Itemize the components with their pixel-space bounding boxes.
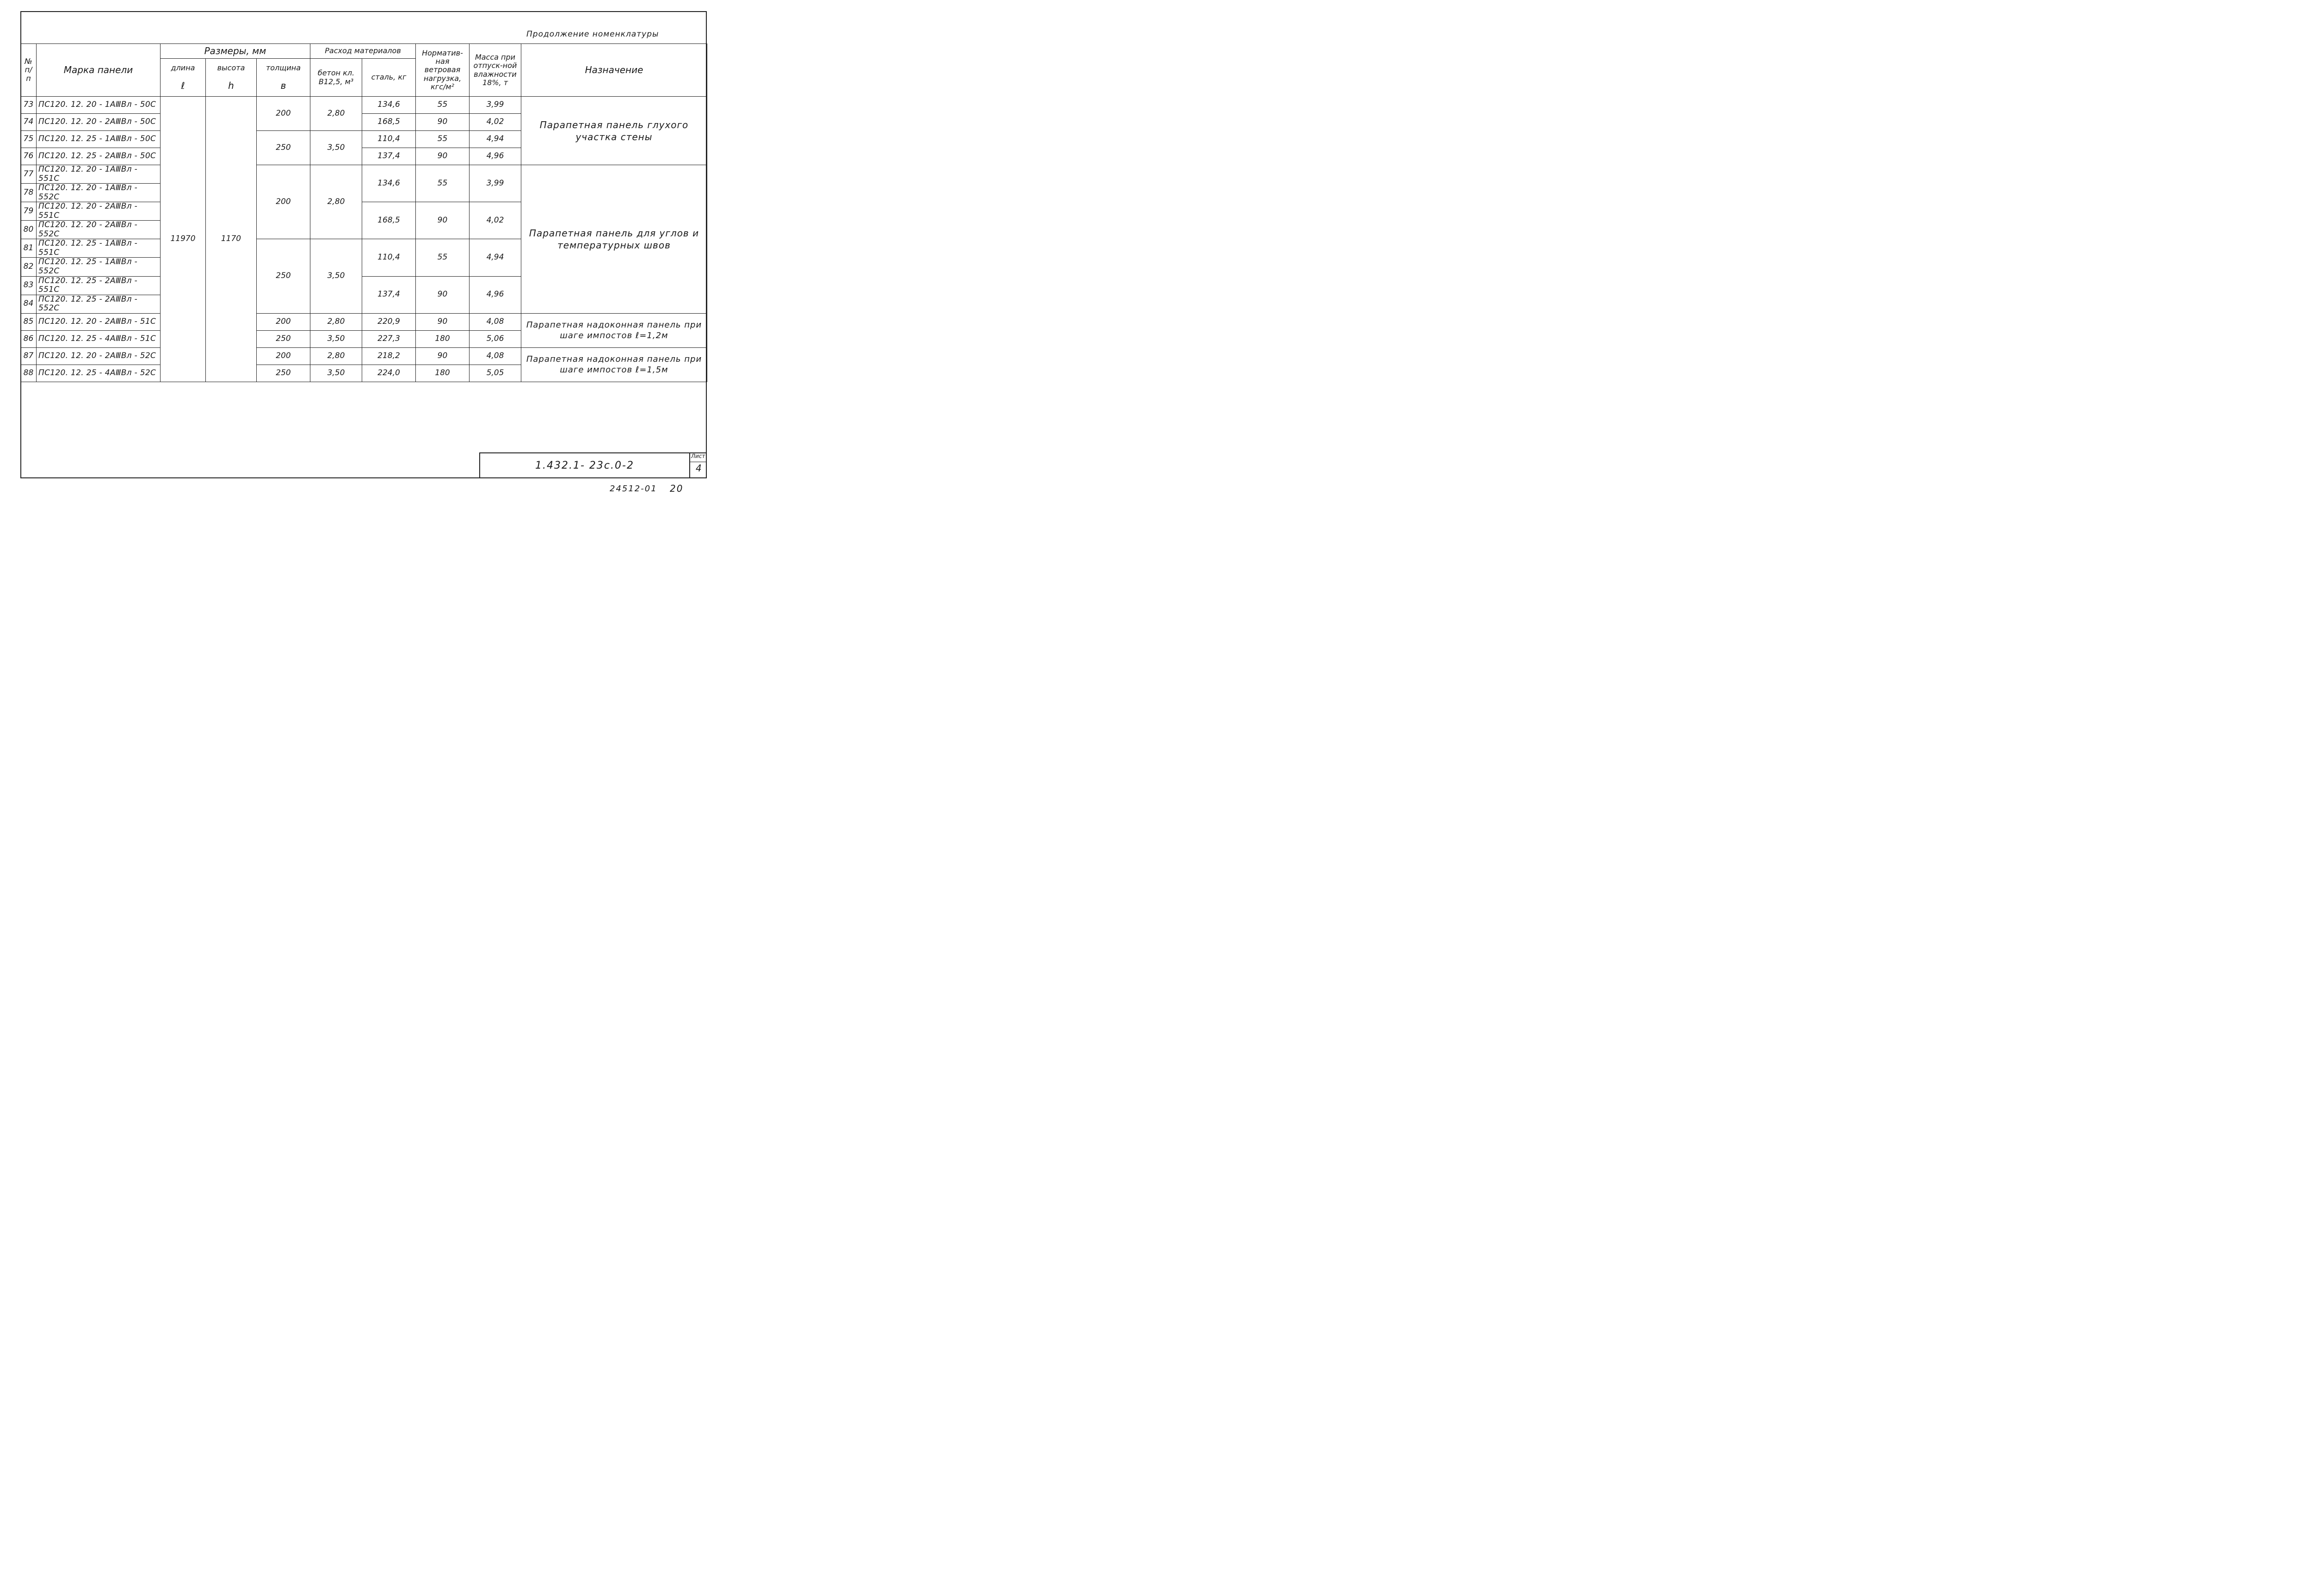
- steel-value: 168,5: [362, 202, 416, 239]
- thickness-value: 200: [257, 347, 310, 365]
- row-number: 79: [21, 202, 37, 221]
- steel-value: 137,4: [362, 148, 416, 165]
- panel-mark: ПС120. 12. 25 - 1АⅢВл - 50С: [37, 131, 161, 148]
- concrete-value: 3,50: [310, 330, 362, 347]
- steel-value: 168,5: [362, 114, 416, 131]
- wind-value: 55: [416, 165, 470, 202]
- steel-value: 224,0: [362, 365, 416, 382]
- row-number: 76: [21, 148, 37, 165]
- steel-value: 110,4: [362, 131, 416, 148]
- panel-mark: ПС120. 12. 25 - 4АⅢВл - 52С: [37, 365, 161, 382]
- row-number: 78: [21, 184, 37, 202]
- concrete-value: 2,80: [310, 165, 362, 239]
- purpose-text: Парапетная надоконная панель при шаге импостов ℓ=1,2м: [521, 313, 707, 347]
- archive-number: 24512-01: [610, 484, 657, 494]
- sheet-number: 4: [696, 463, 702, 474]
- header-height: высота h: [206, 59, 257, 97]
- panel-mark: ПС120. 12. 20 - 2АⅢВл - 552С: [37, 221, 161, 239]
- mass-value: 4,08: [470, 313, 521, 330]
- mass-value: 5,06: [470, 330, 521, 347]
- row-number: 80: [21, 221, 37, 239]
- panel-mark: ПС120. 12. 20 - 1АⅢВл - 50С: [37, 97, 161, 114]
- thickness-value: 200: [257, 165, 310, 239]
- length-value: 11970: [161, 97, 206, 382]
- row-number: 73: [21, 97, 37, 114]
- mass-value: 3,99: [470, 97, 521, 114]
- wind-value: 90: [416, 276, 470, 313]
- concrete-value: 2,80: [310, 313, 362, 330]
- wind-value: 55: [416, 97, 470, 114]
- wind-value: 90: [416, 313, 470, 330]
- wind-value: 90: [416, 114, 470, 131]
- wind-value: 180: [416, 330, 470, 347]
- thickness-value: 250: [257, 365, 310, 382]
- thickness-value: 250: [257, 131, 310, 165]
- purpose-text: Парапетная панель глухого участка стены: [521, 97, 707, 165]
- purpose-text: Парапетная панель для углов и температурных швов: [521, 165, 707, 314]
- row-number: 83: [21, 276, 37, 295]
- header-num: № п/п: [21, 44, 37, 97]
- steel-value: 134,6: [362, 165, 416, 202]
- row-number: 81: [21, 239, 37, 258]
- concrete-value: 2,80: [310, 97, 362, 131]
- sheet-label: Лист: [691, 453, 705, 459]
- thickness-value: 250: [257, 239, 310, 313]
- panel-mark: ПС120. 12. 25 - 4АⅢВл - 51С: [37, 330, 161, 347]
- header-mark: Марка панели: [37, 44, 161, 97]
- title-block: [479, 452, 707, 478]
- row-number: 82: [21, 258, 37, 276]
- thickness-value: 200: [257, 313, 310, 330]
- mass-value: 4,96: [470, 148, 521, 165]
- header-concrete: бетон кл. В12,5, м³: [310, 59, 362, 97]
- row-number: 84: [21, 295, 37, 313]
- height-value: 1170: [206, 97, 257, 382]
- header-wind-load: Норматив-ная ветровая нагрузка, кгс/м²: [416, 44, 470, 97]
- concrete-value: 2,80: [310, 347, 362, 365]
- mass-value: 4,96: [470, 276, 521, 313]
- mass-value: 3,99: [470, 165, 521, 202]
- continuation-note: Продолжение номенклатуры: [526, 30, 659, 39]
- panel-mark: ПС120. 12. 20 - 1АⅢВл - 551С: [37, 165, 161, 184]
- row-number: 86: [21, 330, 37, 347]
- steel-value: 134,6: [362, 97, 416, 114]
- thickness-value: 250: [257, 330, 310, 347]
- header-steel: сталь, кг: [362, 59, 416, 97]
- row-number: 74: [21, 114, 37, 131]
- panel-mark: ПС120. 12. 20 - 2АⅢВл - 52С: [37, 347, 161, 365]
- panel-mark: ПС120. 12. 20 - 2АⅢВл - 50С: [37, 114, 161, 131]
- row-number: 75: [21, 131, 37, 148]
- mass-value: 5,05: [470, 365, 521, 382]
- row-number: 77: [21, 165, 37, 184]
- steel-value: 110,4: [362, 239, 416, 276]
- panel-mark: ПС120. 12. 20 - 2АⅢВл - 51С: [37, 313, 161, 330]
- concrete-value: 3,50: [310, 365, 362, 382]
- thickness-value: 200: [257, 97, 310, 131]
- wind-value: 180: [416, 365, 470, 382]
- header-purpose: Назначение: [521, 44, 707, 97]
- row-number: 85: [21, 313, 37, 330]
- steel-value: 227,3: [362, 330, 416, 347]
- sheet-box: [689, 452, 707, 478]
- wind-value: 90: [416, 347, 470, 365]
- mass-value: 4,08: [470, 347, 521, 365]
- nomenclature-table: [20, 43, 707, 382]
- panel-mark: ПС120. 12. 25 - 1АⅢВл - 551С: [37, 239, 161, 258]
- mass-value: 4,94: [470, 239, 521, 276]
- wind-value: 90: [416, 202, 470, 239]
- row-number: 88: [21, 365, 37, 382]
- steel-value: 137,4: [362, 276, 416, 313]
- concrete-value: 3,50: [310, 239, 362, 313]
- header-sizes: Размеры, мм: [161, 44, 310, 59]
- header-materials: Расход материалов: [310, 44, 416, 59]
- panel-mark: ПС120. 12. 25 - 2АⅢВл - 551С: [37, 276, 161, 295]
- mass-value: 4,94: [470, 131, 521, 148]
- steel-value: 220,9: [362, 313, 416, 330]
- steel-value: 218,2: [362, 347, 416, 365]
- concrete-value: 3,50: [310, 131, 362, 165]
- panel-mark: ПС120. 12. 20 - 1АⅢВл - 552С: [37, 184, 161, 202]
- panel-mark: ПС120. 12. 25 - 2АⅢВл - 552С: [37, 295, 161, 313]
- mass-value: 4,02: [470, 114, 521, 131]
- wind-value: 55: [416, 131, 470, 148]
- header-thickness: толщина в: [257, 59, 310, 97]
- mass-value: 4,02: [470, 202, 521, 239]
- header-length: длина ℓ: [161, 59, 206, 97]
- document-code: 1.432.1- 23с.0-2: [535, 460, 634, 471]
- panel-mark: ПС120. 12. 25 - 2АⅢВл - 50С: [37, 148, 161, 165]
- archive-extra: 20: [670, 483, 684, 494]
- panel-mark: ПС120. 12. 25 - 1АⅢВл - 552С: [37, 258, 161, 276]
- wind-value: 55: [416, 239, 470, 276]
- header-mass: Масса при отпуск-ной влажности 18%, т: [470, 44, 521, 97]
- row-number: 87: [21, 347, 37, 365]
- purpose-text: Парапетная надоконная панель при шаге импостов ℓ=1,5м: [521, 347, 707, 382]
- panel-mark: ПС120. 12. 20 - 2АⅢВл - 551С: [37, 202, 161, 221]
- wind-value: 90: [416, 148, 470, 165]
